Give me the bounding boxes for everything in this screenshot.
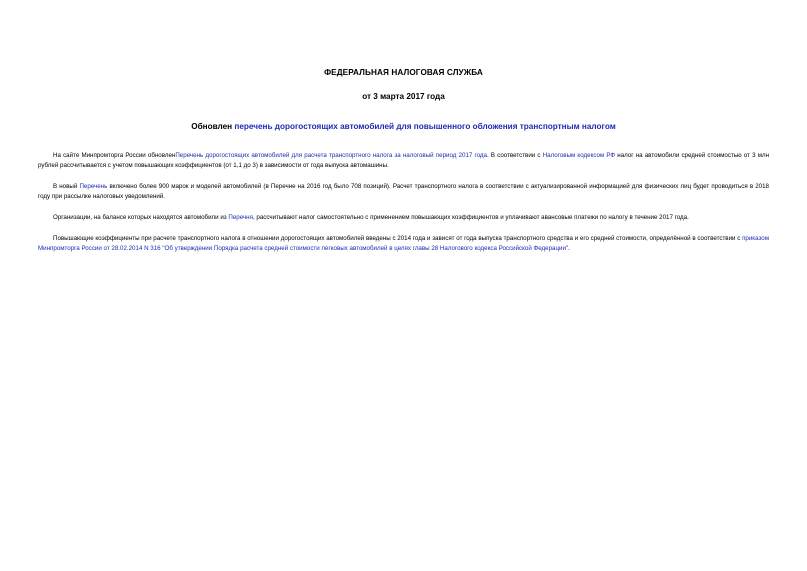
paragraph-text: . [568, 245, 570, 253]
paragraph-2 [38, 182, 769, 202]
document-date: от 3 марта 2017 года [362, 92, 445, 101]
paragraph-1 [38, 151, 769, 171]
paragraph-4 [38, 234, 769, 254]
paragraph-text: Организации, на балансе которых находятся автомобили из [53, 214, 229, 222]
ministry-order-link[interactable]: приказом Минпромторга России от 28.02.2014 N 316 "Об утверждении Порядка расчета средней стоимости легковых автомобилей в целях главы 28 Налогового кодекса Российской Федерации" [38, 235, 769, 253]
tax-code-link[interactable]: Налоговым кодексом РФ [542, 152, 616, 159]
paragraph-text: В новый [53, 183, 80, 191]
paragraph-3 [38, 213, 769, 223]
paragraph-text: , рассчитывают налог самостоятельно с применением повышающих коэффициентов и уплачивают авансовые платежи по налогу в течение 2017 года. [252, 214, 689, 222]
headline-link[interactable]: перечень дорогостоящих автомобилей для повышенного обложения транспортным налогом [234, 122, 616, 131]
paragraph-text: включено более 900 марок и моделей автомобилей (в Перечне на 2016 год было 708 позиций). Расчет транспортного налога в соответствии с актуализированной информацией для физических лиц будет проводиться в 2018 году при рассылке налоговых уведомлений. [38, 183, 769, 200]
organization-title: ФЕДЕРАЛЬНАЯ НАЛОГОВАЯ СЛУЖБА [324, 68, 483, 77]
headline-prefix: Обновлен [191, 122, 235, 131]
vehicle-list-link[interactable]: Перечень [79, 183, 108, 191]
paragraph-text: . В соответствии с [486, 152, 543, 159]
paragraph-text: На сайте Минпромторга России обновлен [53, 152, 176, 159]
vehicle-list-link[interactable]: Перечня [228, 214, 253, 222]
vehicle-list-2017-link[interactable]: Перечень дорогостоящих автомобилей для расчета транспортного налога за налоговый период 2017 года [175, 152, 487, 159]
document-headline [0, 122, 807, 131]
document-body [38, 151, 769, 266]
paragraph-text: Повышающие коэффициенты при расчете транспортного налога в отношении дорогостоящих автомобилей введены с 2014 года и зависят от года выпуска транспортного средства и его средней стоимости, определённой в соответствии с [53, 235, 743, 243]
paragraph-text: налог на автомобили средней стоимостью от 3 млн рублей рассчитывается с учетом повышающих коэффициентов (от 1,1 до 3) в зависимости от года выпуска автомашины. [38, 152, 770, 169]
